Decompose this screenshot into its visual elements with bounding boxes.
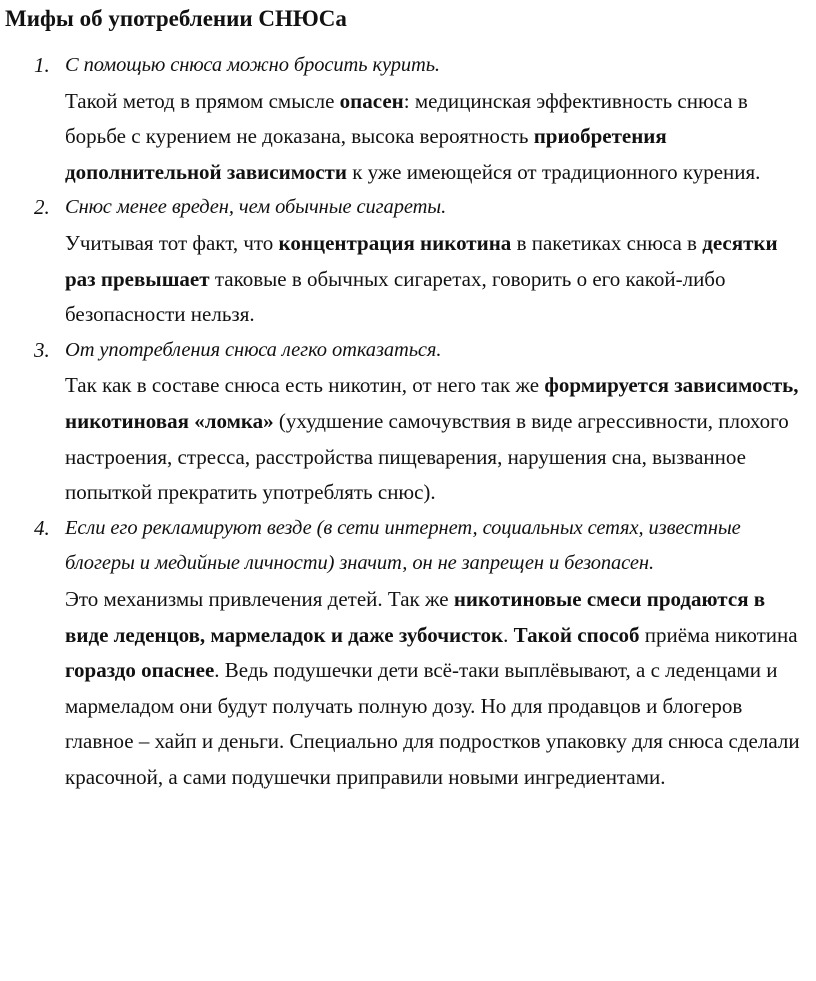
text-run: (ухудшение самочувствия в виде агрессивности, плохого настроения, стресса, расстройства пищеварения, нарушения сна, вызванное попыткой прекратить употреблять снюс). bbox=[65, 408, 789, 505]
emphasis-run: формируется зависимость, никотиновая «ломка» bbox=[65, 373, 799, 433]
myth-explanation bbox=[65, 368, 806, 510]
emphasis-run: концентрация никотина bbox=[278, 230, 512, 255]
myth-explanation bbox=[65, 582, 806, 796]
item-number: 1. bbox=[34, 53, 50, 77]
text-run: таковые в обычных сигаретах, говорить о его какой-либо безопасности нельзя. bbox=[65, 266, 726, 327]
myth-explanation bbox=[65, 84, 806, 191]
text-run: Так как в составе снюса есть никотин, от него так же bbox=[65, 373, 545, 398]
myths-list bbox=[5, 48, 806, 795]
emphasis-run: опасен bbox=[339, 88, 404, 113]
item-number: 4. bbox=[34, 515, 50, 540]
text-run: . bbox=[503, 622, 514, 647]
myth-statement: Снюс менее вреден, чем обычные сигареты. bbox=[65, 196, 447, 219]
myth-item-2 bbox=[5, 190, 806, 332]
text-run: Учитывая тот факт, что bbox=[65, 230, 279, 255]
text-run: . Ведь подушечки дети всё-таки выплёвывают, а с леденцами и мармеладом они будут получать полную дозу. Но для продавцов и блогеров главное – хайп и деньги. Специально для подростков упаковку для снюса сделали красочной, а сами подушечки приправили новыми ингредиентами. bbox=[65, 658, 800, 789]
text-run: : медицинская эффективность снюса в борьбе с курением не доказана, высока вероятность bbox=[65, 88, 748, 149]
emphasis-run: приобретения дополнительной зависимости bbox=[65, 124, 667, 184]
myth-statement: С помощью снюса можно бросить курить. bbox=[65, 54, 440, 76]
text-run: приёма никотина bbox=[639, 622, 798, 647]
myth-explanation bbox=[65, 226, 806, 333]
emphasis-run: Такой способ bbox=[513, 622, 640, 647]
page-title: Мифы об употреблении СНЮСа bbox=[5, 6, 347, 31]
text-run: Это механизмы привлечения детей. Так же bbox=[65, 586, 454, 611]
item-number: 3. bbox=[34, 337, 50, 362]
emphasis-run: гораздо опаснее bbox=[65, 658, 215, 683]
text-run: Такой метод в прямом смысле bbox=[65, 88, 340, 113]
myth-item-1 bbox=[5, 48, 806, 190]
myth-item-4 bbox=[5, 511, 806, 796]
emphasis-run: никотиновые смеси продаются в виде леденцов, мармеладок и даже зубочисток bbox=[65, 586, 766, 647]
item-number: 2. bbox=[34, 195, 50, 220]
emphasis-run: десятки раз превышает bbox=[65, 230, 778, 291]
text-run: к уже имеющейся от традиционного курения. bbox=[346, 159, 761, 184]
myth-statement: От употребления снюса легко отказаться. bbox=[65, 338, 442, 361]
myth-item-3 bbox=[5, 333, 806, 511]
myth-statement: Если его рекламируют везде (в сети интернет, социальных сетях, известные блогеры и медийные личности) значит, он не запрещен и безопасен. bbox=[65, 516, 741, 575]
text-run: в пакетиках снюса в bbox=[511, 230, 703, 255]
